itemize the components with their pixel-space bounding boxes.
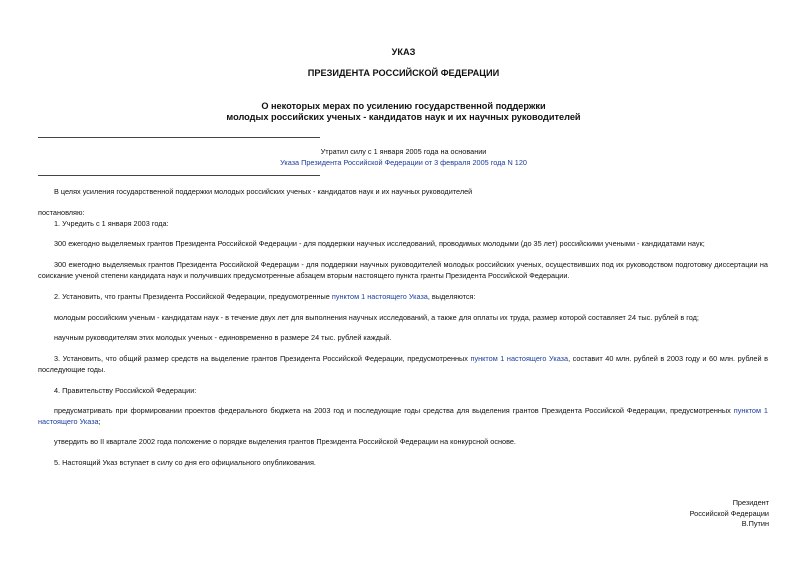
preamble: В целях усиления государственной поддержки молодых российских ученых - кандидатов наук и их научных руководителей — [54, 187, 473, 196]
paragraph-1a: 300 ежегодно выделяемых грантов Президента Российской Федерации - для поддержки научных исследований, проводимых молодыми (до 35 лет) российскими учеными - кандидатами наук; — [54, 239, 705, 248]
paragraph-2b: научным руководителям этих молодых ученых - единовременно в размере 24 тыс. рублей каждый. — [54, 333, 392, 342]
bottom-divider — [38, 175, 320, 176]
doc-issuer: ПРЕЗИДЕНТА РОССИЙСКОЙ ФЕДЕРАЦИИ — [307, 68, 500, 78]
paragraph-3 — [38, 354, 768, 375]
signature-name: В.Путин — [741, 519, 769, 528]
paragraph-5: 5. Настоящий Указ вступает в силу со дня его официального опубликования. — [54, 458, 316, 467]
doc-subject-line-1: О некоторых мерах по усилению государственной поддержки — [261, 101, 546, 111]
paragraph-3-tail: , составит 40 млн. рублей в 2003 году и 60 млн. рублей в последующие годы. — [38, 354, 768, 374]
paragraph-4a — [38, 406, 768, 427]
paragraph-4b: утвердить во II квартале 2002 года положение о порядке выделения грантов Президента Российской Федерации на конкурсной основе. — [54, 437, 516, 446]
paragraph-2-text: 2. Установить, что гранты Президента Российской Федерации, предусмотренные — [54, 292, 332, 301]
item-1-link[interactable]: пунктом 1 настоящего Указа — [331, 292, 428, 301]
item-1-link[interactable]: пунктом 1 настоящего Указа — [470, 354, 569, 363]
doc-title: УКАЗ — [391, 47, 416, 57]
status-link[interactable]: Указа Президента Российской Федерации от 3 февраля 2005 года N 120 — [280, 158, 527, 167]
top-divider — [38, 137, 320, 138]
paragraph-2-tail: , выделяются: — [427, 292, 476, 301]
paragraph-4a-text: предусматривать при формировании проектов федерального бюджета на 2003 год и последующие годы средства для выделения грантов Президента Российской Федерации, предусмотренных — [54, 406, 734, 415]
decree-word: постановляю: — [38, 208, 85, 217]
doc-subject-line-2: молодых российских ученых - кандидатов наук и их научных руководителей — [226, 112, 581, 122]
paragraph-1: 1. Учредить с 1 января 2003 года: — [54, 219, 169, 228]
paragraph-1b: 300 ежегодно выделяемых грантов Президента Российской Федерации - для поддержки научных руководителей молодых российских ученых, осуществивших под их руководством подготовку диссертации на соискание ученой степени кандидата наук и получивших предусмотренные абзацем вторым настоящего пункта гранты Президента Российской Федерации. — [38, 260, 768, 280]
status-note: Утратил силу с 1 января 2005 года на основании — [320, 147, 487, 156]
paragraph-4a-tail: ; — [98, 416, 101, 426]
signature-country: Российской Федерации — [689, 508, 769, 518]
signature-title: Президент — [732, 498, 769, 507]
item-1-link[interactable]: пунктом 1 настоящего Указа — [38, 406, 768, 426]
paragraph-2a: молодым российским ученым - кандидатам наук - в течение двух лет для выполнения научных исследований, а также для оплаты их труда, размер которой составляет 24 тыс. рублей в год; — [54, 313, 699, 322]
signature-block — [690, 498, 769, 530]
paragraph-2 — [54, 292, 476, 303]
paragraph-4: 4. Правительству Российской Федерации: — [54, 386, 197, 395]
paragraph-3-text: 3. Установить, что общий размер средств на выделение грантов Президента Российской Федерации, предусмотренных — [54, 354, 471, 363]
